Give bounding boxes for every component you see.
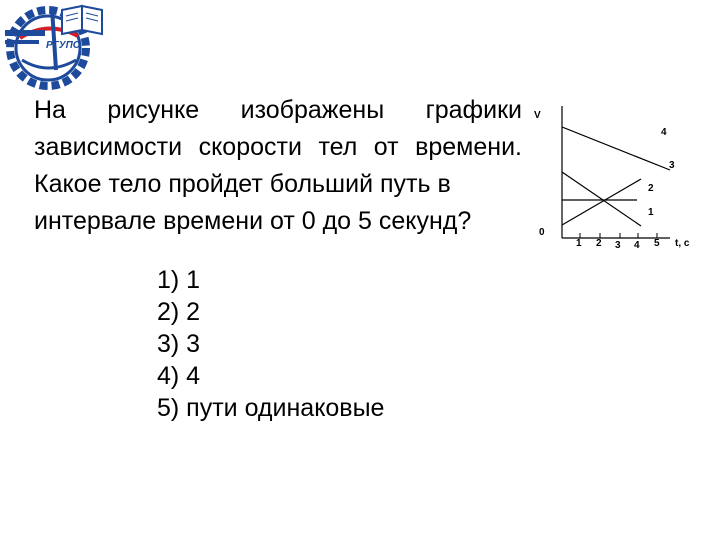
open-book-icon [62, 6, 102, 34]
velocity-time-graph [530, 100, 710, 260]
answer-option-2: 2) 2 [157, 298, 201, 326]
line-label-1: 1 [648, 207, 654, 218]
answer-option-1: 1) 1 [157, 266, 201, 294]
answer-options [157, 264, 384, 424]
x-axis-label: t, c [675, 238, 690, 249]
answer-option-3: 3) 3 [157, 330, 201, 358]
question-line-4: интервале времени от 0 до 5 секунд? [34, 207, 472, 235]
rgups-logo [0, 0, 110, 90]
x-tick-label: 5 [654, 238, 660, 249]
origin-label: 0 [539, 227, 545, 238]
logo-text: РГУПС [46, 40, 80, 51]
x-tick-label: 1 [576, 238, 582, 249]
question-text [34, 92, 522, 240]
line-label-3: 3 [669, 160, 675, 171]
question-line-1: На рисунке изображены графики [34, 96, 522, 124]
question-line-2: зависимости скорости тел от времени. [34, 133, 522, 161]
answer-option-5: 5) пути одинаковые [157, 394, 385, 422]
x-tick-label: 2 [596, 238, 602, 249]
x-tick-marks [580, 233, 657, 238]
question-line-3: Какое тело пройдет больший путь в [34, 170, 451, 198]
graph-line-4 [562, 127, 670, 170]
y-axis-label: V [534, 110, 541, 121]
x-tick-label: 4 [634, 240, 640, 251]
answer-option-4: 4) 4 [157, 362, 201, 390]
x-tick-label: 3 [615, 240, 621, 251]
line-label-4: 4 [661, 127, 667, 138]
line-label-2: 2 [648, 183, 654, 194]
